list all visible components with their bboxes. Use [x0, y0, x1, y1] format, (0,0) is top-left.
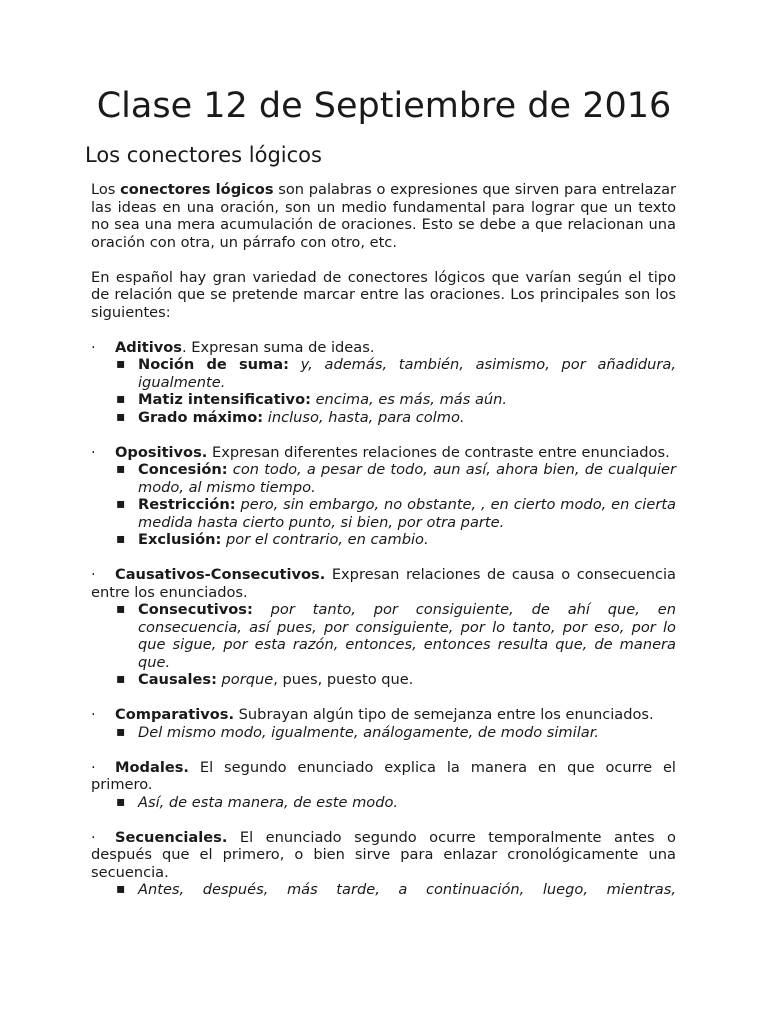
section-heading: Los conectores lógicos [85, 143, 322, 167]
list-item [91, 461, 676, 496]
item-label: Causales: [138, 671, 217, 688]
bullet-marker: · [91, 338, 96, 356]
category-opositivos [91, 444, 676, 462]
item-examples: Antes, después, más tarde, a continuación, luego, mientras, [138, 881, 676, 898]
bullet-marker: · [91, 566, 96, 583]
item-label: Concesión: [138, 461, 228, 478]
bullet-marker: · [91, 443, 96, 461]
category-description: Expresan relaciones de causa o consecuencia entre los enunciados. [91, 566, 676, 601]
aditivos-list [91, 356, 676, 426]
item-examples-italic: porque [216, 671, 274, 688]
list-item [91, 531, 676, 549]
category-description: . Expresan suma de ideas. [181, 338, 375, 356]
document-body [91, 181, 676, 899]
item-examples: pero, sin embargo, no obstante, , en cierto modo, en cierta medida hasta cierto punto, si bien, por otra parte. [138, 496, 676, 531]
list-item [91, 356, 676, 391]
category-name: Causativos-Consecutivos. [115, 566, 326, 583]
item-label: Exclusión: [138, 531, 222, 548]
intro-term: conectores lógicos [120, 181, 274, 198]
category-name: Aditivos [115, 338, 182, 356]
item-examples: incluso, hasta, para colmo. [263, 408, 465, 426]
category-name: Modales. [115, 758, 189, 776]
comparativos-list [91, 724, 676, 742]
category-secuenciales [91, 829, 676, 882]
item-examples-plain: , pues, puesto que. [273, 671, 414, 688]
item-examples: Del mismo modo, igualmente, análogamente, de modo similar. [138, 723, 599, 741]
item-label: Noción de suma: [138, 356, 289, 373]
list-item [91, 601, 676, 671]
bullet-marker: · [91, 758, 96, 776]
category-description: Expresan diferentes relaciones de contraste entre enunciados. [207, 443, 670, 461]
intro-paragraph [91, 181, 676, 251]
item-examples: y, además, también, asimismo, por añadidura, igualmente. [138, 356, 676, 391]
category-comparativos [91, 706, 676, 724]
item-examples: Así, de esta manera, de este modo. [138, 793, 399, 811]
category-description: El segundo enunciado explica la manera en que ocurre el primero. [91, 758, 676, 793]
item-examples: con todo, a pesar de todo, aun así, ahora bien, de cualquier modo, al mismo tiempo. [138, 461, 676, 496]
opositivos-list [91, 461, 676, 549]
list-item [91, 496, 676, 531]
list-item [91, 794, 676, 812]
modales-list [91, 794, 676, 812]
causativos-list [91, 601, 676, 689]
bullet-marker: · [91, 706, 96, 723]
document-title: Clase 12 de Septiembre de 2016 [96, 86, 672, 126]
category-description: El enunciado segundo ocurre temporalmente antes o después que el primero, o bien sirve para enlazar cronológicamente una secuencia. [91, 828, 676, 881]
item-label: Grado máximo: [138, 408, 264, 426]
category-name: Secuenciales. [115, 828, 228, 846]
bullet-marker: · [91, 828, 96, 846]
list-item [91, 391, 676, 409]
list-item [91, 671, 676, 689]
category-aditivos [91, 339, 676, 357]
category-causativos [91, 566, 676, 601]
secuenciales-list [91, 881, 676, 899]
item-examples: por el contrario, en cambio. [221, 531, 429, 548]
item-label: Consecutivos: [138, 601, 253, 618]
category-modales [91, 759, 676, 794]
list-item [91, 881, 676, 899]
types-paragraph: En español hay gran variedad de conectores lógicos que varían según el tipo de relación que se pretende marcar entre las oraciones. Los principales son los siguientes: [91, 268, 676, 321]
category-name: Comparativos. [115, 706, 235, 723]
item-examples: encima, es más, más aún. [310, 391, 508, 408]
item-label: Restricción: [138, 496, 236, 513]
list-item [91, 724, 676, 742]
item-examples: por tanto, por consiguiente, de ahí que, en consecuencia, así pues, por consiguiente, por lo tanto, por eso, por lo que sigue, por esta razón, entonces, entonces resulta que, de manera que. [138, 601, 676, 671]
item-label: Matiz intensificativo: [138, 391, 311, 408]
list-item [91, 409, 676, 427]
category-description: Subrayan algún tipo de semejanza entre los enunciados. [234, 706, 654, 723]
category-name: Opositivos. [115, 443, 208, 461]
intro-text-2: son palabras o expresiones que sirven para entrelazar las ideas en una oración, son un medio fundamental para lograr que un texto no sea una mera acumulación de oraciones. Esto se debe a que relacionan una oración con otra, un párrafo con otro, etc. [91, 181, 677, 251]
intro-text-1: Los [91, 181, 121, 198]
